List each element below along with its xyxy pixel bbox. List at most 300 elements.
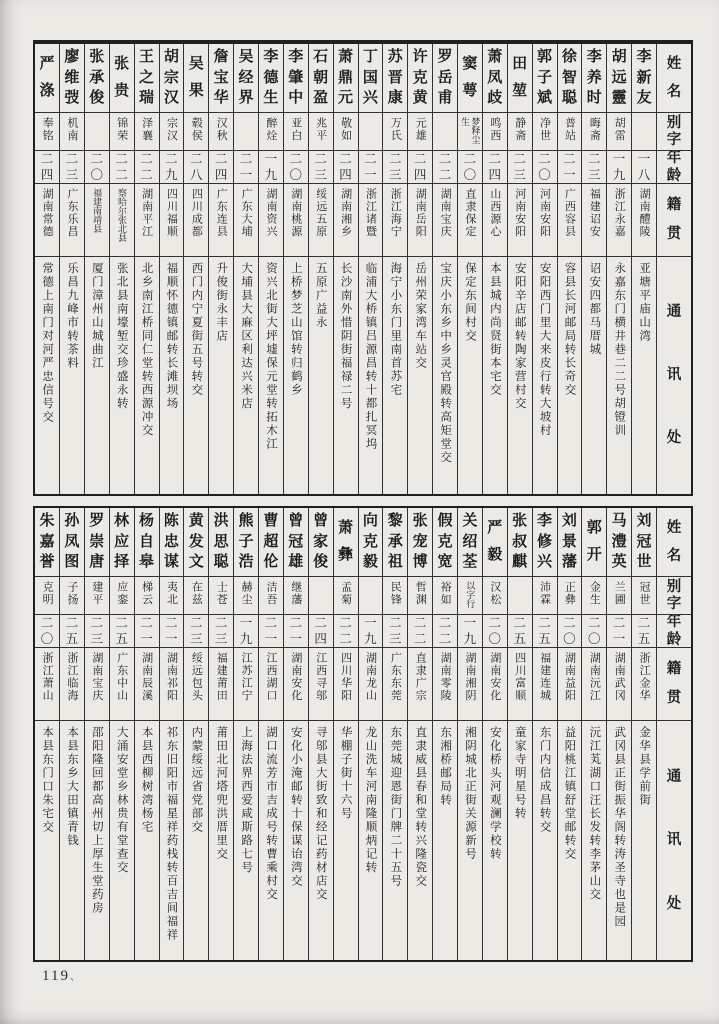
- person-name-cell: [284, 44, 308, 113]
- native-place-cell: [533, 648, 557, 721]
- glyph: 萧: [487, 48, 503, 65]
- glyph: 朝: [313, 69, 329, 86]
- address-cell-text: 本县东门口朱宅交: [41, 726, 54, 834]
- address-cell-text: 西门内宁夏街五号转交: [190, 262, 203, 397]
- glyph: 窦: [462, 55, 478, 72]
- native-place-cell-text: 湖南桃源: [289, 188, 302, 238]
- courtesy-name-cell-text: 梯云: [140, 581, 153, 606]
- native-place-cell: [483, 184, 507, 257]
- age-cell: [60, 151, 84, 184]
- glyph: 毅: [362, 554, 378, 571]
- age-cell: [309, 615, 333, 648]
- glyph: 弢: [64, 90, 80, 107]
- person-name-cell: [334, 508, 358, 577]
- header-column: [656, 508, 691, 960]
- person-name-cell: [558, 508, 582, 577]
- native-place-cell-text: 江西湖口: [264, 652, 277, 702]
- glyph: 籍: [666, 661, 682, 678]
- age-cell: [110, 615, 134, 648]
- age-cell: [433, 615, 457, 648]
- courtesy-name-cell-text: 沛霖: [538, 581, 551, 606]
- address-cell: [110, 721, 134, 960]
- entry-column: [283, 44, 308, 494]
- glyph: 二: [637, 616, 651, 630]
- address-cell: [209, 721, 233, 960]
- courtesy-name-cell-text: 兆平: [314, 117, 327, 142]
- glyph: 一: [264, 631, 278, 646]
- age-cell: [483, 151, 507, 184]
- glyph: 王: [139, 48, 155, 65]
- glyph: 三: [389, 631, 402, 646]
- glyph: 二: [513, 152, 526, 166]
- entry-column: [109, 44, 134, 494]
- courtesy-name-cell-text: 孟菊: [339, 581, 352, 606]
- glyph: 兴: [537, 554, 553, 571]
- glyph: 二: [90, 152, 104, 166]
- native-place-cell-text: 直隶广宗: [414, 652, 427, 702]
- page-number-tick: 、: [69, 972, 82, 983]
- glyph: 果: [188, 83, 204, 100]
- courtesy-name-cell: [184, 113, 208, 151]
- glyph: 四: [488, 167, 502, 182]
- glyph: 三: [389, 167, 402, 182]
- courtesy-name-cell-text: 以字行: [465, 581, 476, 608]
- person-name-cell: [533, 44, 557, 113]
- entry-column: [432, 44, 457, 494]
- glyph: 李: [537, 512, 553, 529]
- glyph: 忠: [163, 533, 179, 550]
- address-cell: [209, 257, 233, 494]
- glyph: 〇: [90, 167, 104, 182]
- glyph: 曾: [288, 512, 304, 529]
- courtesy-name-cell: [408, 113, 432, 151]
- courtesy-name-cell-text: 建平: [90, 581, 103, 606]
- address-cell-text: 大涌安堂乡林贵有堂查交: [115, 726, 128, 875]
- person-name-cell: [209, 44, 233, 113]
- courtesy-name-cell-text: 锦荣: [115, 117, 128, 142]
- courtesy-name-cell-text: 夷北: [165, 581, 178, 606]
- glyph: 一: [364, 616, 377, 630]
- entry-column: [581, 508, 606, 960]
- glyph: 应: [114, 533, 130, 550]
- address-cell: [558, 721, 582, 960]
- glyph: 聪: [213, 554, 229, 571]
- native-place-cell-text: 四川成都: [190, 188, 203, 238]
- native-place-cell: [135, 648, 159, 721]
- address-cell: [458, 257, 482, 494]
- glyph: 丁: [362, 48, 378, 65]
- entry-column: [382, 508, 407, 960]
- native-place-cell-text: 湖南湘阴: [463, 652, 476, 702]
- glyph: 二: [339, 616, 352, 630]
- native-place-cell: [35, 184, 59, 257]
- courtesy-name-cell-text: 奉铭: [41, 117, 54, 142]
- glyph: 郭: [537, 48, 553, 65]
- glyph: 绍: [462, 533, 478, 550]
- glyph: 兴: [362, 90, 378, 107]
- address-cell-text: 大埔县大麻区利达兴米店: [240, 262, 253, 411]
- age-cell: [383, 615, 407, 648]
- glyph: 许: [412, 48, 428, 65]
- address-cell-text: 直隶威县春和堂转兴隆瓷交: [414, 726, 427, 888]
- courtesy-name-cell-text: 正彝: [563, 581, 576, 606]
- address-cell-text: 容县长河邮局转长奇交: [563, 262, 576, 397]
- address-cell-text: 华棚子街十六号: [339, 726, 352, 821]
- age-cell: [359, 151, 383, 184]
- age-cell: [533, 151, 557, 184]
- glyph: 二: [513, 616, 526, 630]
- glyph: 二: [190, 152, 203, 166]
- person-name-cell: [607, 44, 631, 113]
- person-name-cell: [582, 508, 606, 577]
- courtesy-name-cell-text: 鸣西: [488, 117, 501, 142]
- glyph: 二: [264, 616, 278, 630]
- person-name-cell: [309, 44, 333, 113]
- glyph: 中: [288, 90, 304, 107]
- courtesy-name-cell-text: 赫尘: [240, 581, 253, 606]
- glyph: 〇: [538, 167, 551, 182]
- native-place-cell: [433, 184, 457, 257]
- native-place-cell: [209, 184, 233, 257]
- person-name-cell: [383, 44, 407, 113]
- glyph: 二: [364, 152, 377, 166]
- glyph: 〇: [563, 631, 576, 646]
- entry-column: [183, 44, 208, 494]
- courtesy-name-cell-text: 醉烇: [264, 117, 277, 142]
- person-name-cell: [284, 508, 308, 577]
- courtesy-name-cell-text: 洁吾: [264, 581, 277, 606]
- native-place-cell: [558, 648, 582, 721]
- courtesy-name-cell-text: 克明: [41, 581, 54, 606]
- glyph: 孙: [64, 512, 80, 529]
- native-place-cell: [508, 184, 532, 257]
- address-cell: [184, 721, 208, 960]
- courtesy-name-cell: [558, 577, 582, 615]
- glyph: 五: [513, 631, 526, 646]
- address-cell: [135, 721, 159, 960]
- native-place-cell-text: 浙江临海: [65, 652, 78, 702]
- glyph: 严: [487, 519, 503, 536]
- address-cell-text: 宝庆小东乡中乡灵官殿转高矩堂交: [439, 262, 452, 465]
- glyph: 郭: [586, 519, 602, 536]
- glyph: 二: [538, 616, 551, 630]
- glyph: 冠: [288, 533, 304, 550]
- native-place-cell: [259, 648, 283, 721]
- age-cell: [483, 615, 507, 648]
- glyph: 讯: [666, 367, 682, 384]
- glyph: 二: [140, 152, 153, 166]
- address-cell-text: 张北县南壕堑交珍盛永转: [115, 262, 128, 411]
- person-name-cell: [309, 508, 333, 577]
- person-name-cell: [433, 508, 457, 577]
- glyph: 李: [263, 48, 279, 65]
- glyph: 廖: [64, 48, 80, 65]
- entry-column: [283, 508, 308, 960]
- person-name-cell: [110, 508, 134, 577]
- address-cell: [582, 721, 606, 960]
- courtesy-name-cell: [558, 113, 582, 151]
- courtesy-name-cell: [35, 113, 59, 151]
- age-cell: [35, 615, 59, 648]
- entry-column: [606, 44, 631, 494]
- glyph: 八: [190, 167, 203, 182]
- address-cell: [160, 257, 184, 494]
- address-cell: [309, 257, 333, 494]
- person-name-cell: [110, 44, 134, 113]
- courtesy-name-cell: [408, 577, 432, 615]
- address-cell-text: 武冈县正街振华阁转涛圣寺也是园: [613, 726, 626, 929]
- address-cell: [234, 721, 258, 960]
- courtesy-name-cell: [334, 577, 358, 615]
- courtesy-name-cell-text: 哲渊: [414, 581, 427, 606]
- glyph: 汉: [163, 90, 179, 107]
- native-place-cell-text: 福建诏安: [588, 188, 601, 238]
- address-cell: [533, 257, 557, 494]
- courtesy-name-cell: [184, 577, 208, 615]
- person-name-cell: [632, 44, 656, 113]
- glyph: 誉: [39, 554, 55, 571]
- glyph: 德: [263, 69, 279, 86]
- courtesy-name-cell: [234, 577, 258, 615]
- person-name-cell: [85, 508, 109, 577]
- native-place-cell-text: 广东乐昌: [65, 188, 78, 238]
- glyph: 二: [115, 152, 128, 166]
- glyph: 崇: [89, 533, 105, 550]
- address-cell-text: 沅江芄湖口汪长发转李茅山交: [588, 726, 601, 902]
- courtesy-name-cell: [632, 577, 656, 615]
- glyph: 九: [463, 631, 477, 646]
- address-cell: [234, 257, 258, 494]
- page-number-text: 119: [42, 968, 70, 984]
- courtesy-name-cell: [35, 577, 59, 615]
- address-cell-text: 湘阴城北正街关源新号: [463, 726, 476, 861]
- native-place-cell-text: 浙江永嘉: [613, 188, 626, 238]
- glyph: 马: [611, 512, 627, 529]
- glyph: 三: [65, 167, 79, 182]
- glyph: 华: [213, 90, 229, 107]
- header-name: [657, 44, 691, 113]
- courtesy-name-cell: [160, 113, 184, 151]
- glyph: 一: [563, 167, 576, 182]
- courtesy-name-cell: [632, 113, 656, 151]
- glyph: 岳: [437, 69, 453, 86]
- age-cell: [309, 151, 333, 184]
- person-name-cell: [483, 508, 507, 577]
- entry-column: [84, 508, 109, 960]
- glyph: 克: [362, 533, 378, 550]
- address-cell-text: 岳州荣家湾车站交: [414, 262, 427, 370]
- address-cell-text: 莆田北河塔兜洪厝里交: [215, 726, 228, 861]
- native-place-cell: [458, 648, 482, 721]
- address-cell-text: 寻邬县大街致和经记药材店交: [314, 726, 327, 902]
- age-cell: [160, 615, 184, 648]
- age-cell: [582, 151, 606, 184]
- age-cell: [85, 615, 109, 648]
- age-cell: [135, 151, 159, 184]
- native-place-cell: [383, 648, 407, 721]
- courtesy-name-cell: [209, 577, 233, 615]
- native-place-cell: [607, 648, 631, 721]
- address-cell-text: 保定东间村交: [463, 262, 476, 343]
- address-cell: [284, 257, 308, 494]
- age-cell: [558, 615, 582, 648]
- native-place-cell: [632, 184, 656, 257]
- glyph: 四: [413, 167, 427, 182]
- glyph: 开: [586, 547, 602, 564]
- glyph: 二: [538, 152, 551, 166]
- address-cell-text: 亚塘平庙山湾: [638, 262, 651, 343]
- native-place-cell-text: 四川华阳: [339, 652, 352, 702]
- person-name-cell: [135, 508, 159, 577]
- person-name-cell: [35, 508, 59, 577]
- glyph: 宗: [163, 69, 179, 86]
- page-number: [42, 968, 82, 985]
- glyph: 二: [488, 616, 502, 630]
- glyph: 黎: [387, 512, 403, 529]
- courtesy-name-cell: [359, 113, 383, 151]
- courtesy-name-cell-text: 冠世: [638, 581, 651, 606]
- entry-column: [581, 44, 606, 494]
- age-cell: [209, 151, 233, 184]
- entry-column: [358, 508, 383, 960]
- native-place-cell-text: 湖南沅江: [588, 652, 601, 702]
- courtesy-name-cell: [359, 577, 383, 615]
- glyph: 二: [563, 152, 576, 166]
- native-place-cell-text: 四川富顺: [513, 652, 526, 702]
- age-cell: [209, 615, 233, 648]
- glyph: 博: [412, 554, 428, 571]
- glyph: 二: [214, 152, 228, 166]
- person-name-cell: [408, 508, 432, 577]
- glyph: 张: [89, 48, 105, 65]
- glyph: 浩: [238, 554, 254, 571]
- glyph: 英: [611, 554, 627, 571]
- courtesy-name-cell-text: 敬如: [339, 117, 352, 142]
- courtesy-name-cell-text: 普站: [563, 117, 576, 142]
- native-place-cell: [309, 648, 333, 721]
- courtesy-name-cell-text: 梦释尘生: [459, 117, 481, 144]
- native-place-cell-text: 湖南宝庆: [90, 652, 103, 702]
- age-cell: [85, 151, 109, 184]
- address-cell: [309, 721, 333, 960]
- address-cell: [508, 257, 532, 494]
- entry-column: [358, 44, 383, 494]
- glyph: 二: [413, 152, 427, 166]
- address-cell-text: 安化小淹邮转十保谋诒湾交: [289, 726, 302, 888]
- glyph: 詹: [213, 48, 229, 65]
- glyph: 三: [214, 631, 228, 646]
- courtesy-name-cell: [383, 113, 407, 151]
- entry-column: [457, 508, 482, 960]
- glyph: 张: [412, 512, 428, 529]
- age-cell: [408, 615, 432, 648]
- address-cell: [582, 257, 606, 494]
- glyph: 甫: [437, 90, 453, 107]
- address-cell: [359, 721, 383, 960]
- person-name-cell: [359, 508, 383, 577]
- glyph: 五: [115, 631, 128, 646]
- age-cell: [160, 151, 184, 184]
- address-cell-text: 长沙南外惜阴街福禄二号: [339, 262, 352, 411]
- native-place-cell: [85, 648, 109, 721]
- native-place-cell-text: 湖南安化: [289, 652, 302, 702]
- glyph: 友: [636, 90, 652, 107]
- native-place-cell: [209, 648, 233, 721]
- address-cell-text: 临浦大桥镇吕源昌转十都扎冥坞: [364, 262, 377, 451]
- person-name-cell: [458, 44, 482, 113]
- courtesy-name-cell-text: 兰圃: [613, 581, 626, 606]
- glyph: 二: [165, 616, 178, 630]
- native-place-cell: [359, 648, 383, 721]
- person-name-cell: [632, 508, 656, 577]
- glyph: 李: [586, 48, 602, 65]
- glyph: 新: [636, 69, 652, 86]
- directory-table-top: [33, 40, 693, 496]
- glyph: 二: [90, 616, 104, 630]
- glyph: 自: [139, 533, 155, 550]
- courtesy-name-cell-text: 亚白: [289, 117, 302, 142]
- native-place-cell-text: 福建连城: [538, 652, 551, 702]
- courtesy-name-cell: [209, 113, 233, 151]
- age-cell: [508, 615, 532, 648]
- courtesy-name-cell: [433, 577, 457, 615]
- person-name-cell: [234, 44, 258, 113]
- address-cell-text: 童家寺明星号转: [513, 726, 526, 821]
- glyph: 陈: [163, 512, 179, 529]
- address-cell: [184, 257, 208, 494]
- address-cell-text: 五原广益永: [314, 262, 327, 330]
- glyph: 二: [314, 152, 327, 166]
- address-cell-text: 本县城内尚贤街本宅交: [488, 262, 501, 397]
- glyph: 思: [213, 533, 229, 550]
- age-cell: [632, 615, 656, 648]
- glyph: 三: [588, 167, 601, 182]
- native-place-cell: [60, 184, 84, 257]
- glyph: 二: [339, 152, 352, 166]
- age-cell: [284, 615, 308, 648]
- native-place-cell-text: 湖南安化: [488, 652, 501, 702]
- courtesy-name-cell-text: 宗汉: [165, 117, 178, 142]
- glyph: 俊: [313, 554, 329, 571]
- courtesy-name-cell: [259, 113, 283, 151]
- glyph: 一: [364, 167, 377, 182]
- address-cell: [558, 257, 582, 494]
- courtesy-name-cell-text: 裕如: [439, 581, 452, 606]
- age-cell: [607, 615, 631, 648]
- native-place-cell: [284, 184, 308, 257]
- native-place-cell-text: 湖南湘乡: [339, 188, 352, 238]
- glyph: 三: [513, 167, 526, 182]
- entry-column: [134, 508, 159, 960]
- glyph: 二: [389, 152, 402, 166]
- glyph: 李: [288, 48, 304, 65]
- glyph: 斌: [537, 90, 553, 107]
- glyph: 林: [114, 512, 130, 529]
- address-cell: [160, 721, 184, 960]
- glyph: 承: [387, 533, 403, 550]
- entry-column: [59, 44, 84, 494]
- native-place-cell-text: 湖南宝庆: [439, 188, 452, 238]
- glyph: 曾: [313, 512, 329, 529]
- courtesy-name-cell: [110, 577, 134, 615]
- courtesy-name-cell: [508, 113, 532, 151]
- courtesy-name-cell: [433, 113, 457, 151]
- age-cell: [359, 615, 383, 648]
- courtesy-name-cell-text: 子扬: [65, 581, 78, 606]
- native-place-cell: [234, 184, 258, 257]
- address-cell-text: 永嘉东门横井巷二二号胡镫训: [613, 262, 626, 438]
- courtesy-name-cell: [284, 113, 308, 151]
